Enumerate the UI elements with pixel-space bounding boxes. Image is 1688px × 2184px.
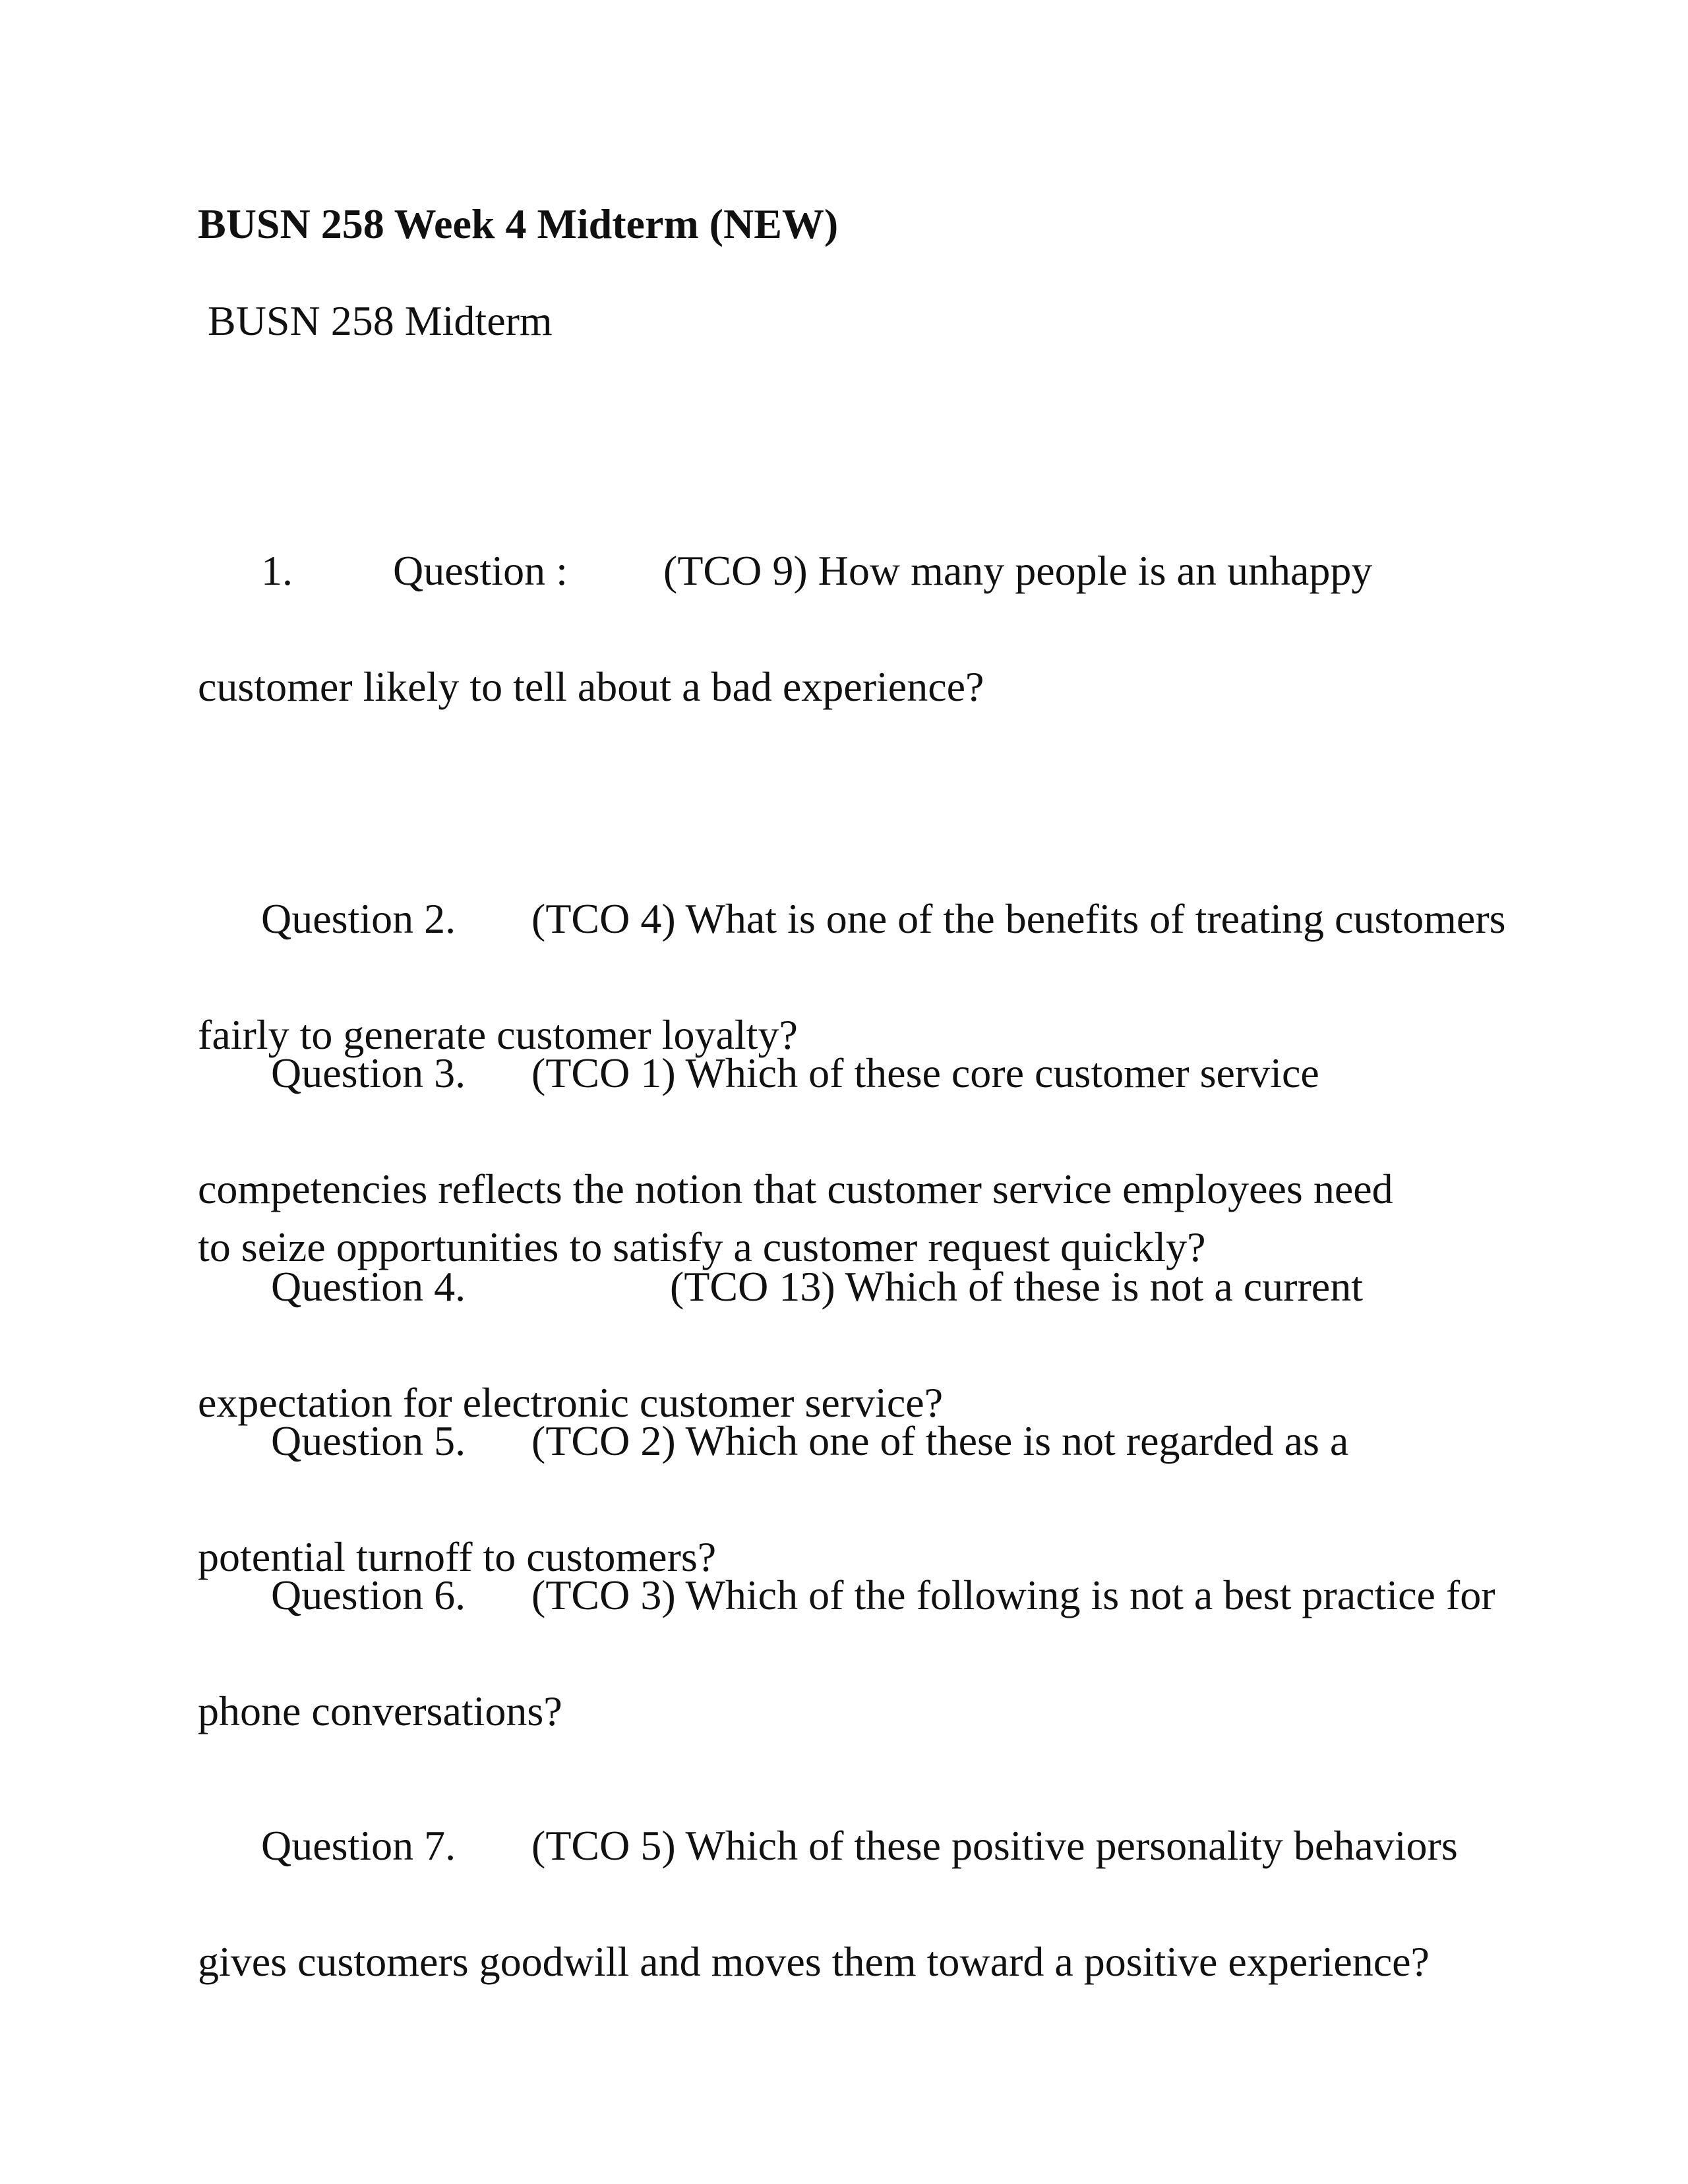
- question-6-text-line2: phone conversations?: [198, 1688, 562, 1734]
- question-2-label: Question 2.: [261, 895, 456, 942]
- question-1-number: 1.: [261, 547, 293, 594]
- question-5-text-line2: potential turnoff to customers?: [198, 1533, 717, 1580]
- question-1-text-line2: customer likely to tell about a bad experience?: [198, 663, 984, 710]
- question-5-text-line1: (TCO 2) Which one of these is not regarded as a: [531, 1417, 1349, 1464]
- question-1-text-line1: (TCO 9) How many people is an unhappy: [663, 547, 1373, 594]
- question-3-label: Question 3.: [271, 1049, 466, 1096]
- question-4-text-line1: (TCO 13) Which of these is not a current: [670, 1263, 1363, 1310]
- question-6: [198, 1508, 1510, 1740]
- question-1: [198, 484, 1510, 716]
- question-4-text-line2: expectation for electronic customer service?: [198, 1379, 944, 1426]
- question-1-label: Question :: [393, 547, 568, 594]
- question-6-label: Question 6.: [271, 1572, 466, 1618]
- question-4-label: Question 4.: [271, 1263, 466, 1310]
- question-2-text-line1: (TCO 4) What is one of the benefits of treating customers: [531, 895, 1506, 942]
- question-3-text-line1: (TCO 1) Which of these core customer service: [531, 1049, 1319, 1096]
- question-6-text-line1: (TCO 3) Which of the following is not a best practice for: [531, 1572, 1495, 1618]
- question-5-label: Question 5.: [271, 1417, 466, 1464]
- question-3-text-line2: competencies reflects the notion that customer service employees need: [198, 1166, 1393, 1212]
- document-title: BUSN 258 Week 4 Midterm (NEW): [198, 200, 839, 247]
- question-7-text-line2: gives customers goodwill and moves them toward a positive experience?: [198, 1938, 1430, 1985]
- question-7-label: Question 7.: [261, 1822, 456, 1869]
- question-7: [198, 1759, 1510, 1991]
- question-3-text-line3: to seize opportunities to satisfy a customer request quickly?: [198, 1224, 1206, 1270]
- document-subtitle: BUSN 258 Midterm: [208, 297, 553, 344]
- question-2-text-line2: fairly to generate customer loyalty?: [198, 1011, 798, 1058]
- question-7-text-line1: (TCO 5) Which of these positive personality behaviors: [531, 1822, 1458, 1869]
